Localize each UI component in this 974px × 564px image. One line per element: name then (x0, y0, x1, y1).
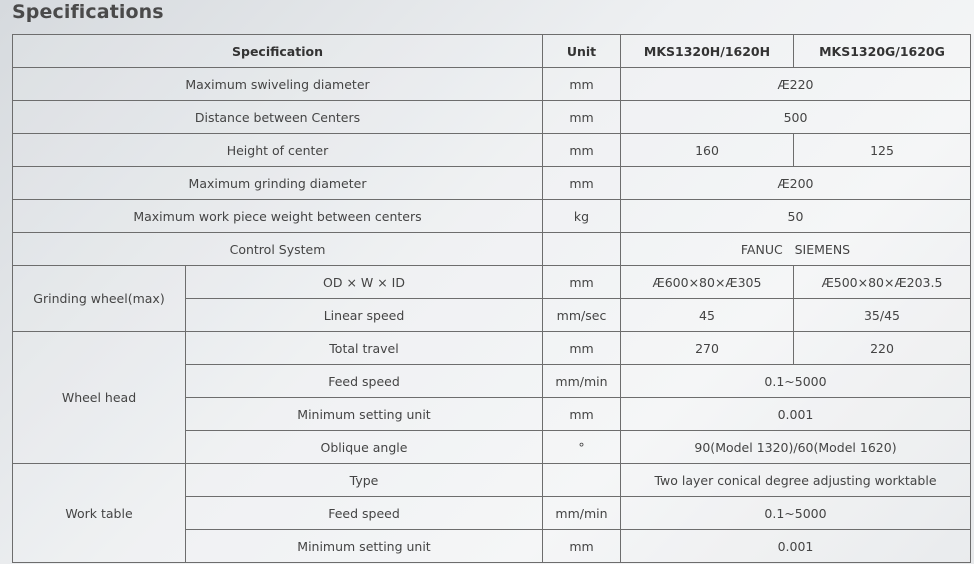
spec-label: Feed speed (186, 365, 543, 398)
spec-unit: mm/sec (543, 299, 621, 332)
table-row (13, 101, 971, 134)
spec-value-model-a: 45 (621, 299, 794, 332)
table-row (13, 200, 971, 233)
table-row (13, 134, 971, 167)
table-row (13, 167, 971, 200)
spec-label: Maximum work piece weight between centers (13, 200, 543, 233)
header-model-a: MKS1320H/1620H (621, 35, 794, 68)
spec-unit: mm (543, 398, 621, 431)
spec-label: Total travel (186, 332, 543, 365)
spec-label: Maximum swiveling diameter (13, 68, 543, 101)
spec-value-model-a: Æ600×80×Æ305 (621, 266, 794, 299)
spec-label: Distance between Centers (13, 101, 543, 134)
spec-label: Oblique angle (186, 431, 543, 464)
spec-label: OD × W × ID (186, 266, 543, 299)
page-title: Specifications (12, 1, 164, 23)
spec-label: Height of center (13, 134, 543, 167)
table-row (13, 266, 971, 299)
spec-unit: mm (543, 134, 621, 167)
spec-value: 500 (621, 101, 971, 134)
spec-unit: mm (543, 167, 621, 200)
spec-value-model-b: 35/45 (794, 299, 971, 332)
group-grinding-wheel: Grinding wheel(max) (13, 266, 186, 332)
spec-unit: mm (543, 68, 621, 101)
group-wheel-head: Wheel head (13, 332, 186, 464)
spec-value: 0.1~5000 (621, 365, 971, 398)
group-work-table: Work table (13, 464, 186, 563)
spec-value: Two layer conical degree adjusting worktable (621, 464, 971, 497)
spec-label: Maximum grinding diameter (13, 167, 543, 200)
spec-unit: mm/min (543, 365, 621, 398)
spec-value-model-a: 160 (621, 134, 794, 167)
spec-value: 0.001 (621, 530, 971, 563)
spec-unit: mm (543, 530, 621, 563)
table-row (13, 68, 971, 101)
spec-unit: mm/min (543, 497, 621, 530)
spec-value: Æ220 (621, 68, 971, 101)
spec-unit: ° (543, 431, 621, 464)
spec-value: 0.001 (621, 398, 971, 431)
header-specification: Specification (13, 35, 543, 68)
spec-value: 90(Model 1320)/60(Model 1620) (621, 431, 971, 464)
spec-value: Æ200 (621, 167, 971, 200)
table-header-row (13, 35, 971, 68)
spec-value-model-b: 220 (794, 332, 971, 365)
spec-label: Type (186, 464, 543, 497)
spec-label: Minimum setting unit (186, 398, 543, 431)
table-row (13, 233, 971, 266)
spec-unit (543, 233, 621, 266)
spec-value: 0.1~5000 (621, 497, 971, 530)
table-row (13, 464, 971, 497)
spec-label: Minimum setting unit (186, 530, 543, 563)
spec-label: Control System (13, 233, 543, 266)
spec-unit: mm (543, 332, 621, 365)
spec-unit: mm (543, 266, 621, 299)
table-row (13, 332, 971, 365)
spec-label: Feed speed (186, 497, 543, 530)
spec-value-model-b: Æ500×80×Æ203.5 (794, 266, 971, 299)
header-model-b: MKS1320G/1620G (794, 35, 971, 68)
specifications-table (12, 34, 971, 563)
spec-unit (543, 464, 621, 497)
spec-unit: mm (543, 101, 621, 134)
spec-value: FANUC SIEMENS (621, 233, 971, 266)
spec-value-model-b: 125 (794, 134, 971, 167)
header-unit: Unit (543, 35, 621, 68)
spec-unit: kg (543, 200, 621, 233)
spec-label: Linear speed (186, 299, 543, 332)
spec-value: 50 (621, 200, 971, 233)
spec-value-model-a: 270 (621, 332, 794, 365)
